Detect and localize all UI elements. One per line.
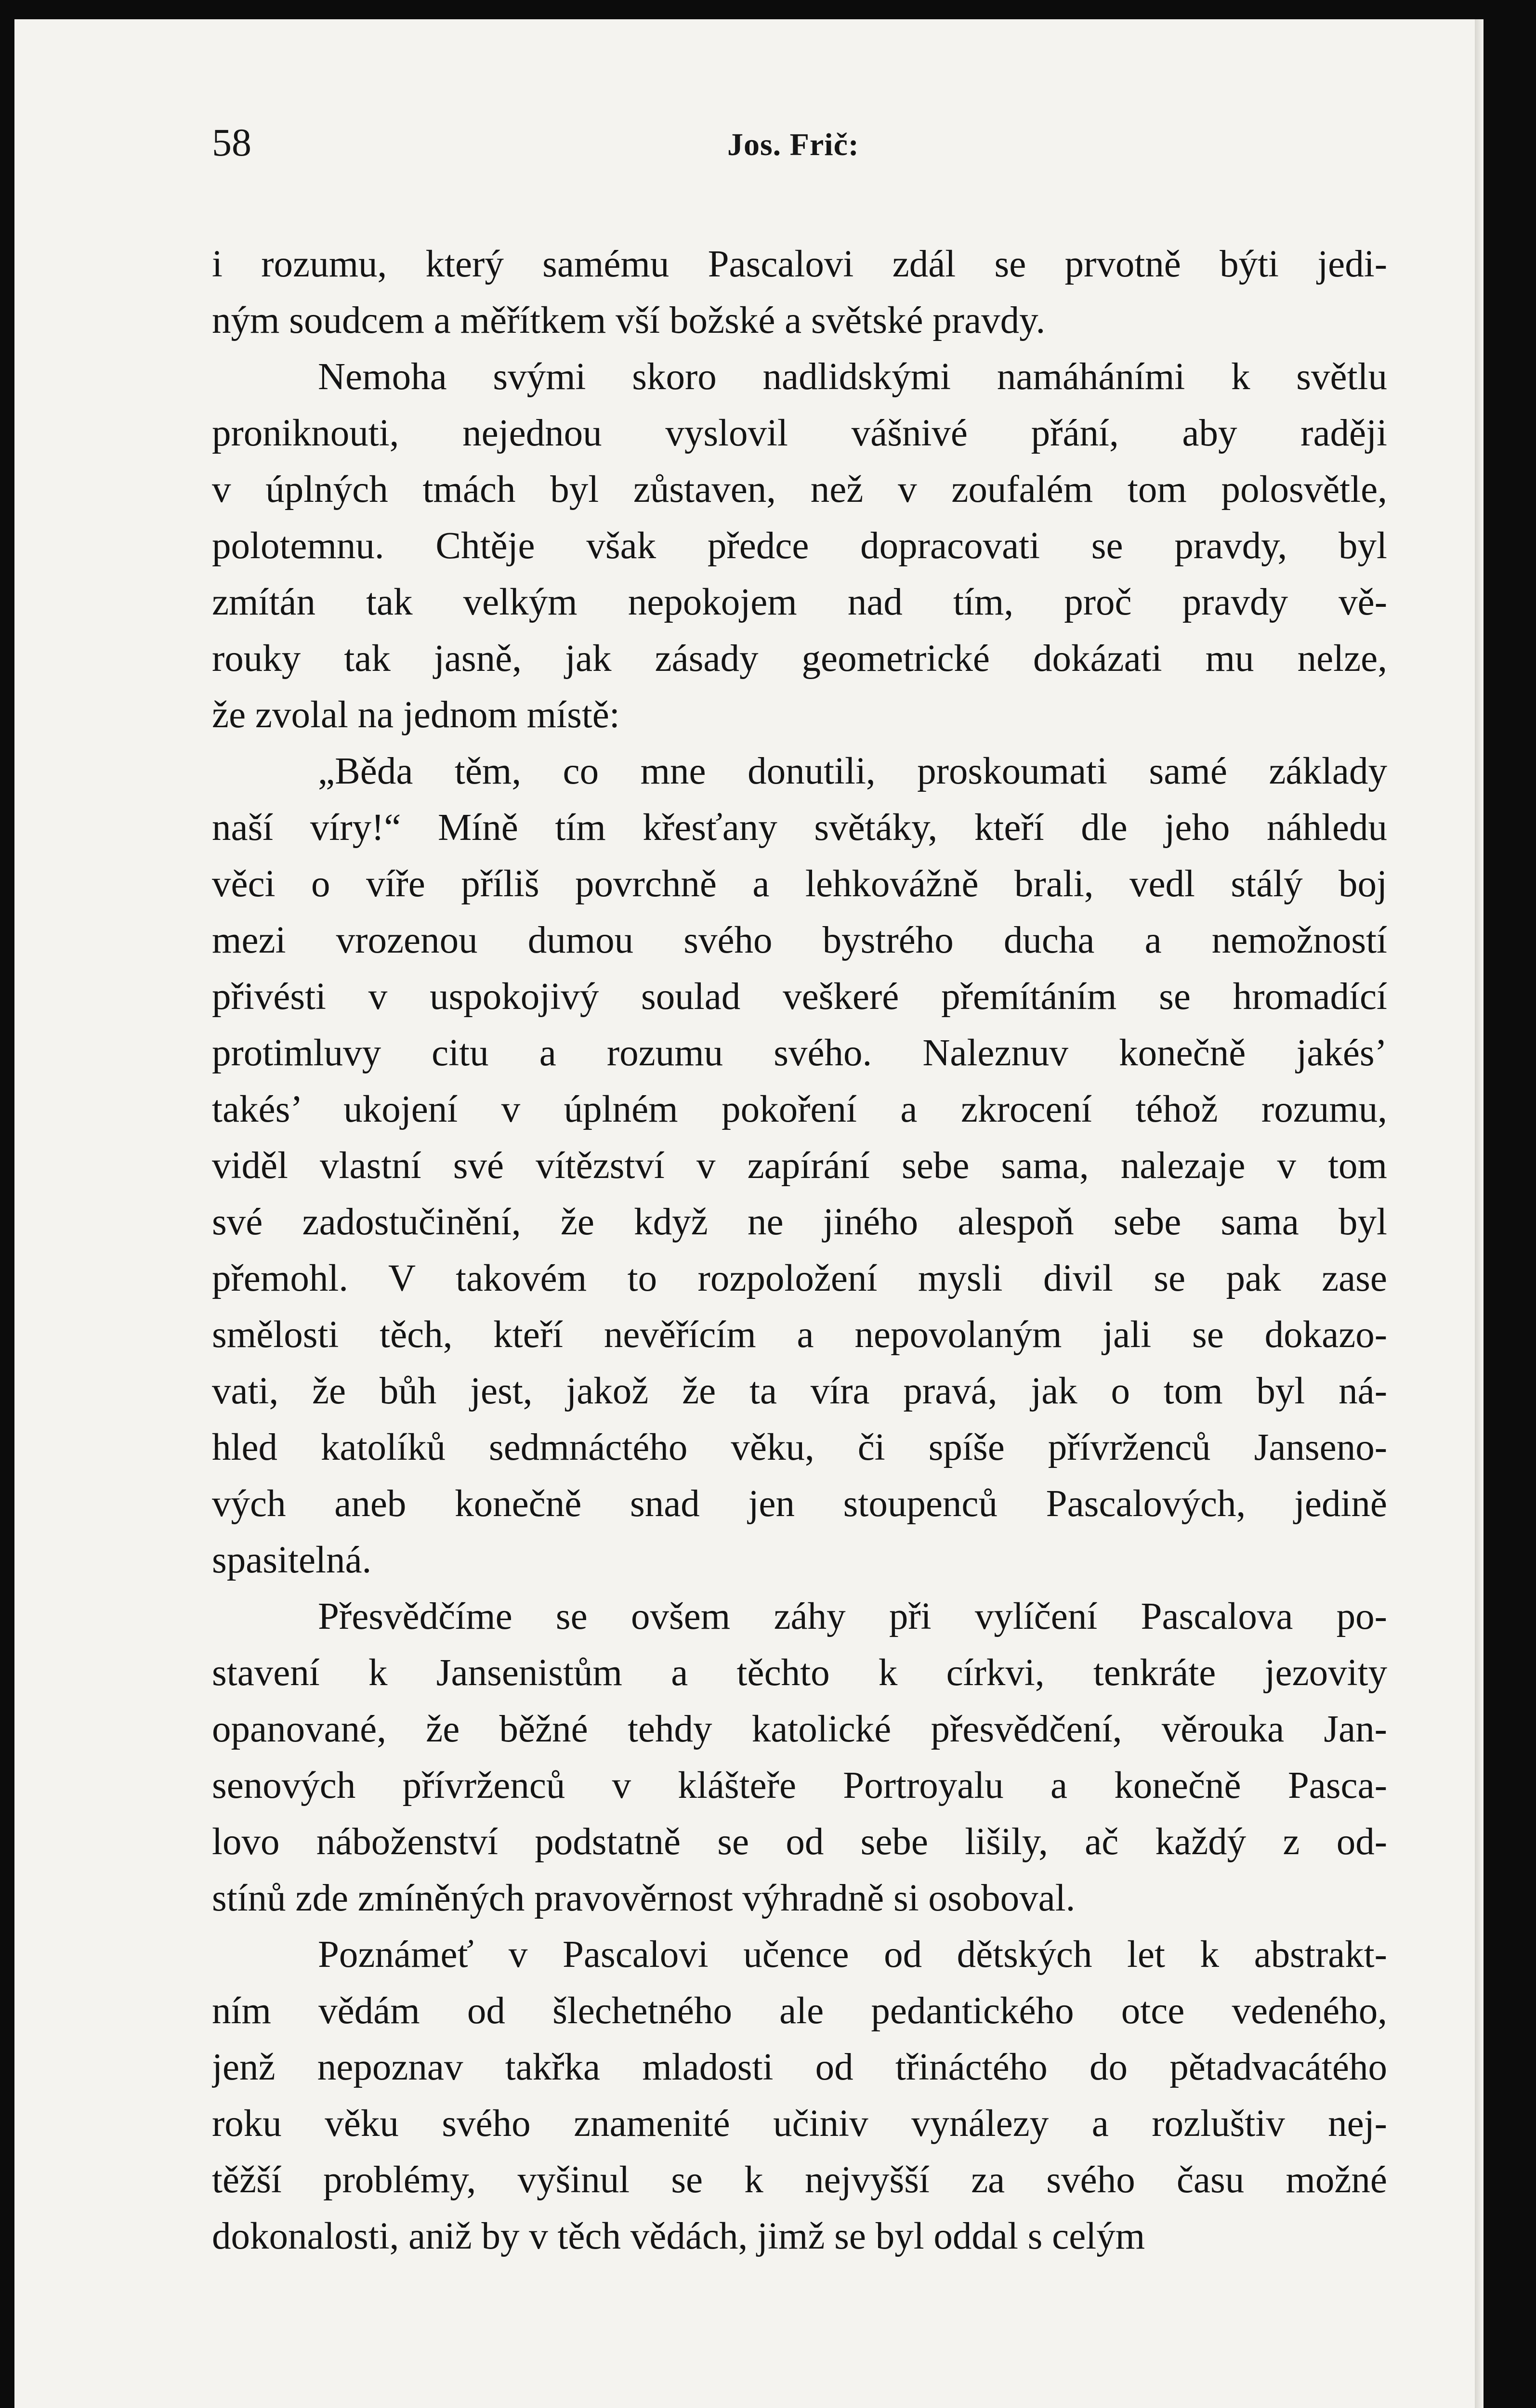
text-line: takés’ ukojení v úplném pokoření a zkrocení téhož rozumu,	[212, 1088, 1387, 1130]
text-line: senových přívrženců v klášteře Portroyalu a konečně Pasca-	[212, 1765, 1387, 1806]
text-line: „Běda těm, co mne donutili, proskoumati samé základy	[318, 750, 1387, 792]
running-head: Jos. Frič:	[727, 127, 859, 162]
text-line: lovo náboženství podstatně se od sebe lišily, ač každý z od-	[212, 1821, 1387, 1863]
book-page	[14, 19, 1483, 2408]
text-line: protimluvy citu a rozumu svého. Naleznuv konečně jakés’	[212, 1032, 1387, 1074]
text-line: spasitelná.	[212, 1539, 372, 1581]
text-line: mezi vrozenou dumou svého bystrého ducha a nemožností	[212, 919, 1387, 961]
text-line: vati, že bůh jest, jakož že ta víra pravá, jak o tom byl ná-	[212, 1370, 1387, 1412]
text-line: že zvolal na jednom místě:	[212, 694, 620, 736]
text-line: těžší problémy, vyšinul se k nejvyšší za svého času možné	[212, 2159, 1387, 2201]
text-line: věci o víře příliš povrchně a lehkovážně brali, vedl stálý boj	[212, 863, 1387, 905]
text-line: Poznámeť v Pascalovi učence od dětských let k abstrakt-	[318, 1934, 1387, 1976]
text-line: dokonalosti, aniž by v těch vědách, jimž se byl oddal s celým	[212, 2215, 1145, 2257]
text-line: rouky tak jasně, jak zásady geometrické dokázati mu nelze,	[212, 638, 1387, 680]
text-line: viděl vlastní své vítězství v zapírání sebe sama, nalezaje v tom	[212, 1145, 1387, 1187]
text-line: ným soudcem a měřítkem vší božské a světské pravdy.	[212, 300, 1046, 341]
text-line: v úplných tmách byl zůstaven, než v zoufalém tom polosvětle,	[212, 469, 1387, 510]
body-text	[212, 236, 1387, 2264]
text-line: přemohl. V takovém to rozpoložení mysli divil se pak zase	[212, 1257, 1387, 1299]
text-line: i rozumu, který samému Pascalovi zdál se prvotně býti jedi-	[212, 243, 1387, 285]
text-line: hled katolíků sedmnáctého věku, či spíše přívrženců Jansenо-	[212, 1426, 1387, 1468]
text-line: polotemnu. Chtěje však předce dopracovati se pravdy, byl	[212, 525, 1387, 567]
text-line: zmítán tak velkým nepokojem nad tím, proč pravdy vě-	[212, 581, 1387, 623]
paragraph	[212, 1588, 1387, 1926]
text-line: jenž nepoznav takřka mladosti od třináctého do pětadvacátého	[212, 2046, 1387, 2088]
text-line: Nemoha svými skoro nadlidskými namáháními k světlu	[318, 356, 1387, 398]
text-line: přivésti v uspokojivý soulad veškeré přemítáním se hromadící	[212, 976, 1387, 1018]
paragraph	[212, 236, 1387, 349]
page-header	[14, 19, 1483, 183]
page-edge-shadow	[1475, 19, 1483, 2408]
text-line: ním vědám od šlechetného ale pedantického otce vedeného,	[212, 1990, 1387, 2032]
paragraph	[212, 1926, 1387, 2264]
text-line: Přesvědčíme se ovšem záhy při vylíčení Pascalova po-	[318, 1596, 1387, 1637]
text-line: vých aneb konečně snad jen stoupenců Pascalových, jedině	[212, 1483, 1387, 1525]
text-line: své zadostučinění, že když ne jiného alespoň sebe sama byl	[212, 1201, 1387, 1243]
text-line: stavení k Jansenistům a těchto k církvi, tenkráte jezovity	[212, 1652, 1387, 1694]
paragraph	[212, 349, 1387, 743]
text-line: stínů zde zmíněných pravověrnost výhradně si osoboval.	[212, 1877, 1076, 1919]
text-line: naší víry!“ Míně tím křesťany světáky, kteří dle jeho náhledu	[212, 807, 1387, 849]
text-line: proniknouti, nejednou vyslovil vášnivé přání, aby raději	[212, 412, 1387, 454]
paragraph	[212, 743, 1387, 1588]
text-line: smělosti těch, kteří nevěřícím a nepovolaným jali se dokazo-	[212, 1314, 1387, 1356]
text-line: roku věku svého znamenité učiniv vynálezy a rozluštiv nej-	[212, 2103, 1387, 2145]
text-line: opanované, že běžné tehdy katolické přesvědčení, věrouka Jan-	[212, 1708, 1387, 1750]
page-number: 58	[212, 120, 251, 164]
